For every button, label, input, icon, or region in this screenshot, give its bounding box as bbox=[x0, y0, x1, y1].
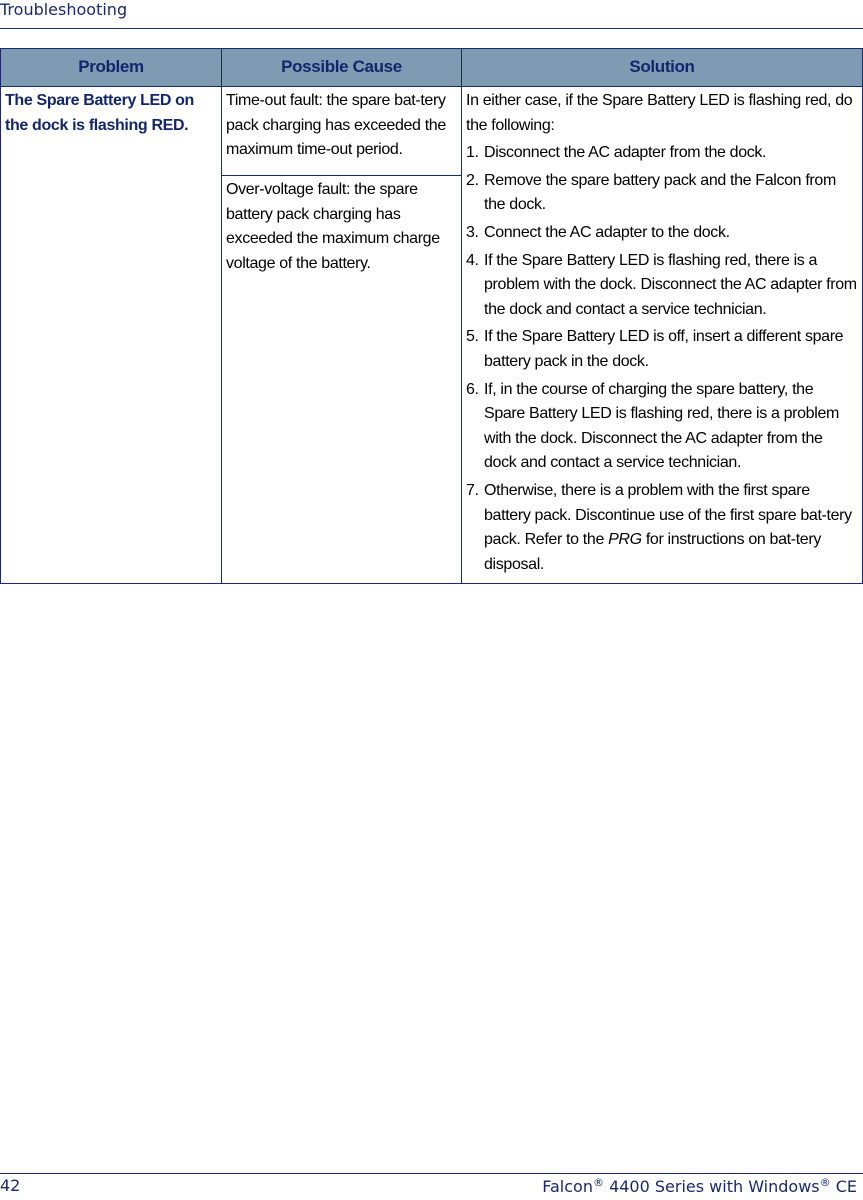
header-rule bbox=[0, 28, 863, 29]
solution-step bbox=[466, 169, 858, 218]
solution-step bbox=[466, 325, 858, 374]
step-text-last bbox=[484, 479, 858, 577]
troubleshooting-table bbox=[0, 48, 863, 584]
step-text-part: for instructions on bat-tery disposal. bbox=[484, 531, 821, 573]
footer-rule bbox=[0, 1173, 863, 1174]
solution-step bbox=[466, 249, 858, 323]
registered-mark: ® bbox=[592, 1176, 604, 1189]
step-text: If the Spare Battery LED is flashing red, there is a problem with the dock. Disconnect the AC adapter from the dock and contact a service technician. bbox=[484, 251, 857, 318]
solution-step bbox=[466, 479, 858, 577]
table-row bbox=[1, 87, 863, 176]
solution-intro: In either case, if the Spare Battery LED is flashing red, do the following: bbox=[466, 92, 853, 134]
solution-step bbox=[466, 141, 858, 166]
step-number: 4. bbox=[466, 251, 479, 269]
step-text: If the Spare Battery LED is off, insert a different spare battery pack in the dock. bbox=[484, 328, 844, 370]
column-header-solution: Solution bbox=[462, 49, 863, 87]
registered-mark: ® bbox=[819, 1176, 831, 1189]
column-header-possible-cause: Possible Cause bbox=[222, 49, 462, 87]
solution-cell bbox=[462, 87, 863, 584]
cause-cell-overvoltage: Over-voltage fault: the spare battery pack charging has exceeded the maximum charge voltage of the battery. bbox=[222, 176, 462, 584]
solution-step bbox=[466, 378, 858, 476]
title-end: CE bbox=[830, 1177, 857, 1196]
step-number: 5. bbox=[466, 328, 479, 346]
prg-reference: PRG bbox=[608, 531, 642, 549]
document-title bbox=[542, 1176, 857, 1196]
step-text-part: Otherwise, there is a problem with the first spare battery pack. Discontinue use of the first spare bat-tery pack. Refer to the bbox=[484, 481, 852, 549]
step-number: 7. bbox=[466, 481, 479, 499]
title-middle: 4400 Series with Windows bbox=[603, 1177, 820, 1196]
problem-cell: The Spare Battery LED on the dock is flashing RED. bbox=[1, 87, 222, 584]
step-number: 3. bbox=[466, 223, 479, 241]
cause-cell-timeout: Time-out fault: the spare bat-tery pack charging has exceeded the maximum time-out period. bbox=[222, 87, 462, 176]
running-header: Troubleshooting bbox=[0, 0, 128, 19]
step-number: 2. bbox=[466, 171, 479, 189]
step-number: 1. bbox=[466, 144, 479, 162]
title-falcon: Falcon bbox=[542, 1177, 593, 1196]
step-text: Disconnect the AC adapter from the dock. bbox=[484, 144, 767, 162]
page-number: 42 bbox=[0, 1176, 21, 1195]
solution-step bbox=[466, 221, 858, 246]
step-text: If, in the course of charging the spare battery, the Spare Battery LED is flashing red, there is a problem with the dock. Disconnect the AC adapter from the dock and contact a service technician. bbox=[484, 380, 839, 472]
column-header-problem: Problem bbox=[1, 49, 222, 87]
step-number: 6. bbox=[466, 380, 479, 398]
table-header-row bbox=[1, 49, 863, 87]
step-text: Remove the spare battery pack and the Falcon from the dock. bbox=[484, 171, 836, 214]
step-text: Connect the AC adapter to the dock. bbox=[484, 223, 730, 241]
